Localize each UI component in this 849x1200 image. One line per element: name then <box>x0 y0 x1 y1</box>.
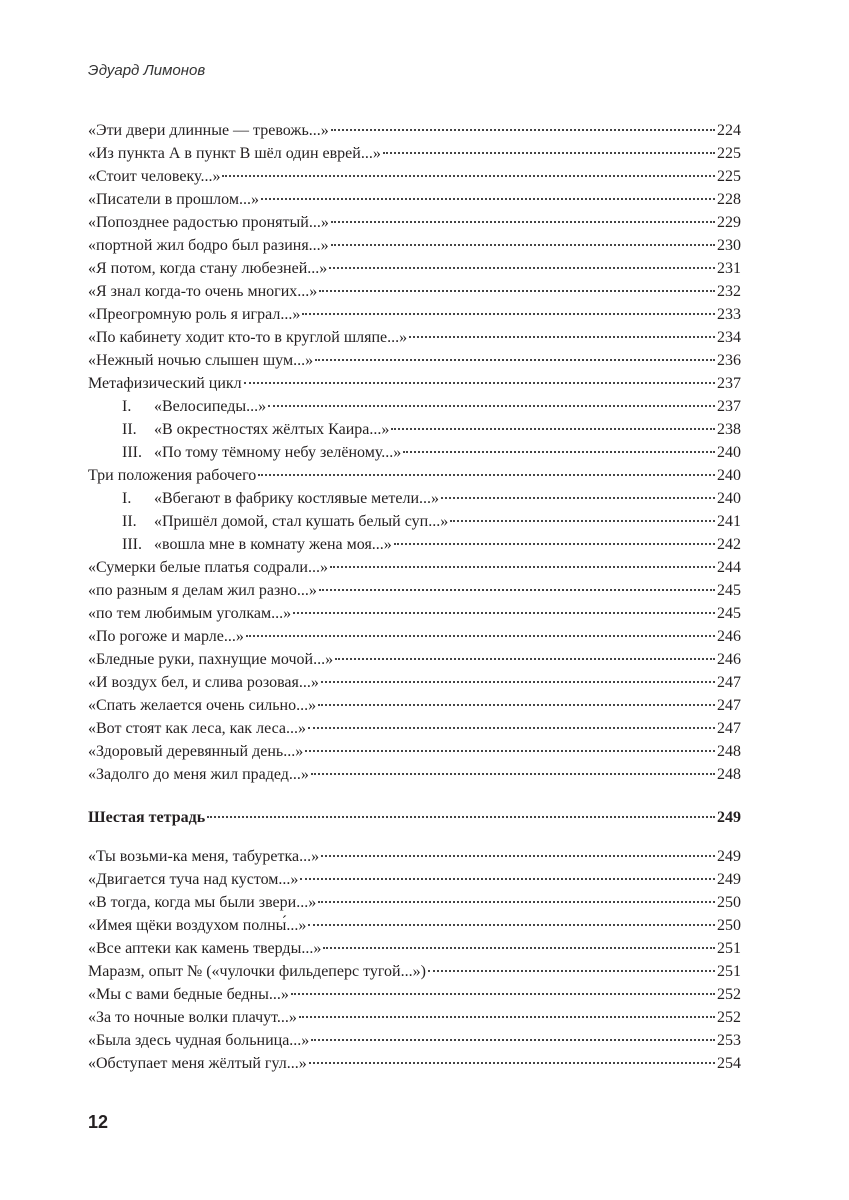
section-title: Шестая тетрадь <box>88 809 206 826</box>
toc-entry <box>88 165 741 188</box>
entry-title: «Мы с вами бедные бедны...» <box>88 986 289 1003</box>
entry-page: 246 <box>717 651 741 668</box>
page-number: 12 <box>88 1112 109 1132</box>
toc-list-b <box>88 845 741 1075</box>
entry-number: III. <box>122 444 142 461</box>
entry-title: «Преогромную роль я играл...» <box>88 306 301 323</box>
entry-page: 233 <box>717 306 741 323</box>
toc-entry <box>88 1029 741 1052</box>
entry-page: 249 <box>717 871 741 888</box>
entry-title: Метафизический цикл <box>88 375 242 392</box>
dot-leader <box>244 382 715 384</box>
entry-title: «Нежный ночью слышен шум...» <box>88 352 314 369</box>
entry-title: «Спать желается очень сильно...» <box>88 697 317 714</box>
entry-page: 252 <box>717 986 741 1003</box>
entry-title: «Из пункта А в пункт В шёл один еврей...» <box>88 145 381 162</box>
toc-entry <box>88 763 741 786</box>
entry-title: «Ты возьми-ка меня, табуретка...» <box>88 848 320 865</box>
dot-leader <box>291 993 715 995</box>
dot-leader <box>331 221 715 223</box>
toc-entry <box>88 234 741 257</box>
entry-number: II. <box>122 421 137 438</box>
toc-entry <box>88 868 741 891</box>
entry-title: «Была здесь чудная больница...» <box>88 1032 310 1049</box>
entry-title: «По кабинету ходит кто-то в круглой шляпе...» <box>88 329 408 346</box>
toc-subentry <box>88 533 741 556</box>
toc-entry <box>88 188 741 211</box>
toc-entry <box>88 983 741 1006</box>
entry-page: 246 <box>717 628 741 645</box>
toc-entry <box>88 914 741 937</box>
section-page: 249 <box>717 809 741 826</box>
toc-entry <box>88 960 741 983</box>
toc-entry <box>88 671 741 694</box>
dot-leader <box>441 497 715 499</box>
toc-entry <box>88 1006 741 1029</box>
dot-leader <box>329 267 715 269</box>
dot-leader <box>309 1062 715 1064</box>
running-header: Эдуард Лимонов <box>88 62 206 79</box>
toc-entry <box>88 349 741 372</box>
dot-leader <box>299 1016 715 1018</box>
entry-title: «Вот стоят как леса, как леса...» <box>88 720 306 737</box>
entry-page: 234 <box>717 329 741 346</box>
entry-title: «Пришёл домой, стал кушать белый суп...» <box>154 513 449 530</box>
toc-entry <box>88 1052 741 1075</box>
entry-title: «вошла мне в комнату жена моя...» <box>154 536 392 553</box>
toc-subentry <box>88 510 741 533</box>
entry-title: «В тогда, когда мы были звери...» <box>88 894 317 911</box>
toc-entry <box>88 303 741 326</box>
toc-entry <box>88 280 741 303</box>
dot-leader <box>315 359 715 361</box>
entry-page: 245 <box>717 605 741 622</box>
entry-title: «Обступает меня жёлтый гул...» <box>88 1055 307 1072</box>
toc-entry <box>88 142 741 165</box>
dot-leader <box>268 405 715 407</box>
dot-leader <box>258 474 715 476</box>
toc-section-heading <box>88 806 741 829</box>
toc-entry <box>88 602 741 625</box>
dot-leader <box>300 878 715 880</box>
toc-entry <box>88 625 741 648</box>
toc-list-a <box>88 119 741 786</box>
dot-leader <box>311 1039 715 1041</box>
entry-page: 251 <box>717 940 741 957</box>
entry-title: «По тому тёмному небу зелёному...» <box>154 444 402 461</box>
entry-page: 229 <box>717 214 741 231</box>
toc-subentry <box>88 395 741 418</box>
entry-page: 232 <box>717 283 741 300</box>
entry-title: «Здоровый деревянный день...» <box>88 743 304 760</box>
entry-page: 230 <box>717 237 741 254</box>
entry-title: «За то ночные волки плачут...» <box>88 1009 297 1026</box>
entry-title: «по тем любимым уголкам...» <box>88 605 292 622</box>
dot-leader <box>261 198 715 200</box>
dot-leader <box>319 290 715 292</box>
toc-subentry <box>88 487 741 510</box>
entry-page: 251 <box>717 963 741 980</box>
entry-page: 244 <box>717 559 741 576</box>
entry-title: «Я знал когда-то очень многих...» <box>88 283 318 300</box>
entry-title: Маразм, опыт № («чулочки фильдеперс тугой...») <box>88 963 426 980</box>
entry-page: 249 <box>717 848 741 865</box>
entry-title: «Писатели в прошлом...» <box>88 191 259 208</box>
entry-page: 236 <box>717 352 741 369</box>
entry-page: 248 <box>717 766 741 783</box>
entry-page: 238 <box>717 421 741 438</box>
toc-subentry <box>88 418 741 441</box>
dot-leader <box>318 704 715 706</box>
toc-entry <box>88 257 741 280</box>
entry-page: 225 <box>717 168 741 185</box>
entry-page: 247 <box>717 697 741 714</box>
dot-leader <box>308 924 715 926</box>
entry-title: «Вбегают в фабрику костлявые метели...» <box>154 490 440 507</box>
dot-leader <box>319 589 715 591</box>
entry-page: 228 <box>717 191 741 208</box>
entry-title: «по разным я делам жил разно...» <box>88 582 317 599</box>
entry-title: «портной жил бодро был разиня...» <box>88 237 329 254</box>
entry-page: 252 <box>717 1009 741 1026</box>
entry-page: 224 <box>717 122 741 139</box>
dot-leader <box>321 681 715 683</box>
entry-page: 240 <box>717 490 741 507</box>
dot-leader <box>383 152 715 154</box>
entry-page: 254 <box>717 1055 741 1072</box>
toc-entry <box>88 694 741 717</box>
section-gap <box>88 829 741 845</box>
toc-entry <box>88 937 741 960</box>
entry-page: 237 <box>717 398 741 415</box>
entry-page: 240 <box>717 467 741 484</box>
toc-entry <box>88 845 741 868</box>
entry-page: 241 <box>717 513 741 530</box>
table-of-contents <box>88 119 741 1075</box>
toc-entry <box>88 648 741 671</box>
dot-leader <box>302 313 715 315</box>
entry-page: 231 <box>717 260 741 277</box>
dot-leader <box>323 947 715 949</box>
entry-title: «Все аптеки как камень тверды...» <box>88 940 322 957</box>
dot-leader <box>391 428 715 430</box>
entry-title: «Имея щёки воздухом полны́...» <box>88 917 307 934</box>
toc-entry <box>88 891 741 914</box>
toc-entry <box>88 119 741 142</box>
dot-leader <box>293 612 715 614</box>
toc-entry <box>88 211 741 234</box>
entry-page: 248 <box>717 743 741 760</box>
entry-title: «Сумерки белые платья содрали...» <box>88 559 328 576</box>
toc-entry <box>88 556 741 579</box>
entry-page: 247 <box>717 674 741 691</box>
dot-leader <box>207 816 715 818</box>
entry-page: 250 <box>717 917 741 934</box>
entry-page: 247 <box>717 720 741 737</box>
dot-leader <box>331 129 715 131</box>
entry-title: «Стоит человеку...» <box>88 168 221 185</box>
entry-title: «По рогоже и марле...» <box>88 628 244 645</box>
dot-leader <box>394 543 715 545</box>
dot-leader <box>246 635 715 637</box>
entry-title: «Бледные руки, пахнущие мочой...» <box>88 651 334 668</box>
dot-leader <box>428 970 715 972</box>
section-gap <box>88 786 741 806</box>
entry-title: «Двигается туча над кустом...» <box>88 871 299 888</box>
dot-leader <box>305 750 715 752</box>
entry-page: 225 <box>717 145 741 162</box>
dot-leader <box>311 773 715 775</box>
toc-entry <box>88 464 741 487</box>
dot-leader <box>335 658 715 660</box>
entry-page: 242 <box>717 536 741 553</box>
entry-page: 253 <box>717 1032 741 1049</box>
toc-entry <box>88 326 741 349</box>
toc-entry <box>88 740 741 763</box>
toc-entry <box>88 372 741 395</box>
entry-title: «Я потом, когда стану любезней...» <box>88 260 328 277</box>
entry-page: 245 <box>717 582 741 599</box>
entry-number: II. <box>122 513 137 530</box>
toc-subentry <box>88 441 741 464</box>
toc-entry <box>88 717 741 740</box>
entry-page: 240 <box>717 444 741 461</box>
entry-page: 250 <box>717 894 741 911</box>
entry-title: «Задолго до меня жил прадед...» <box>88 766 309 783</box>
entry-page: 237 <box>717 375 741 392</box>
entry-number: III. <box>122 536 142 553</box>
dot-leader <box>321 855 715 857</box>
entry-title: Три положения рабочего <box>88 467 257 484</box>
dot-leader <box>222 175 715 177</box>
dot-leader <box>331 244 715 246</box>
entry-number: I. <box>122 490 132 507</box>
entry-number: I. <box>122 398 132 415</box>
dot-leader <box>318 901 715 903</box>
entry-title: «И воздух бел, и слива розовая...» <box>88 674 319 691</box>
dot-leader <box>330 566 715 568</box>
entry-title: «В окрестностях жёлтых Каира...» <box>154 421 390 438</box>
entry-title: «Попозднее радостью пронятый...» <box>88 214 329 231</box>
toc-entry <box>88 579 741 602</box>
dot-leader <box>308 727 715 729</box>
entry-title: «Велосипеды...» <box>154 398 267 415</box>
dot-leader <box>403 451 715 453</box>
dot-leader <box>450 520 715 522</box>
entry-title: «Эти двери длинные — тревожь...» <box>88 122 329 139</box>
dot-leader <box>409 336 715 338</box>
